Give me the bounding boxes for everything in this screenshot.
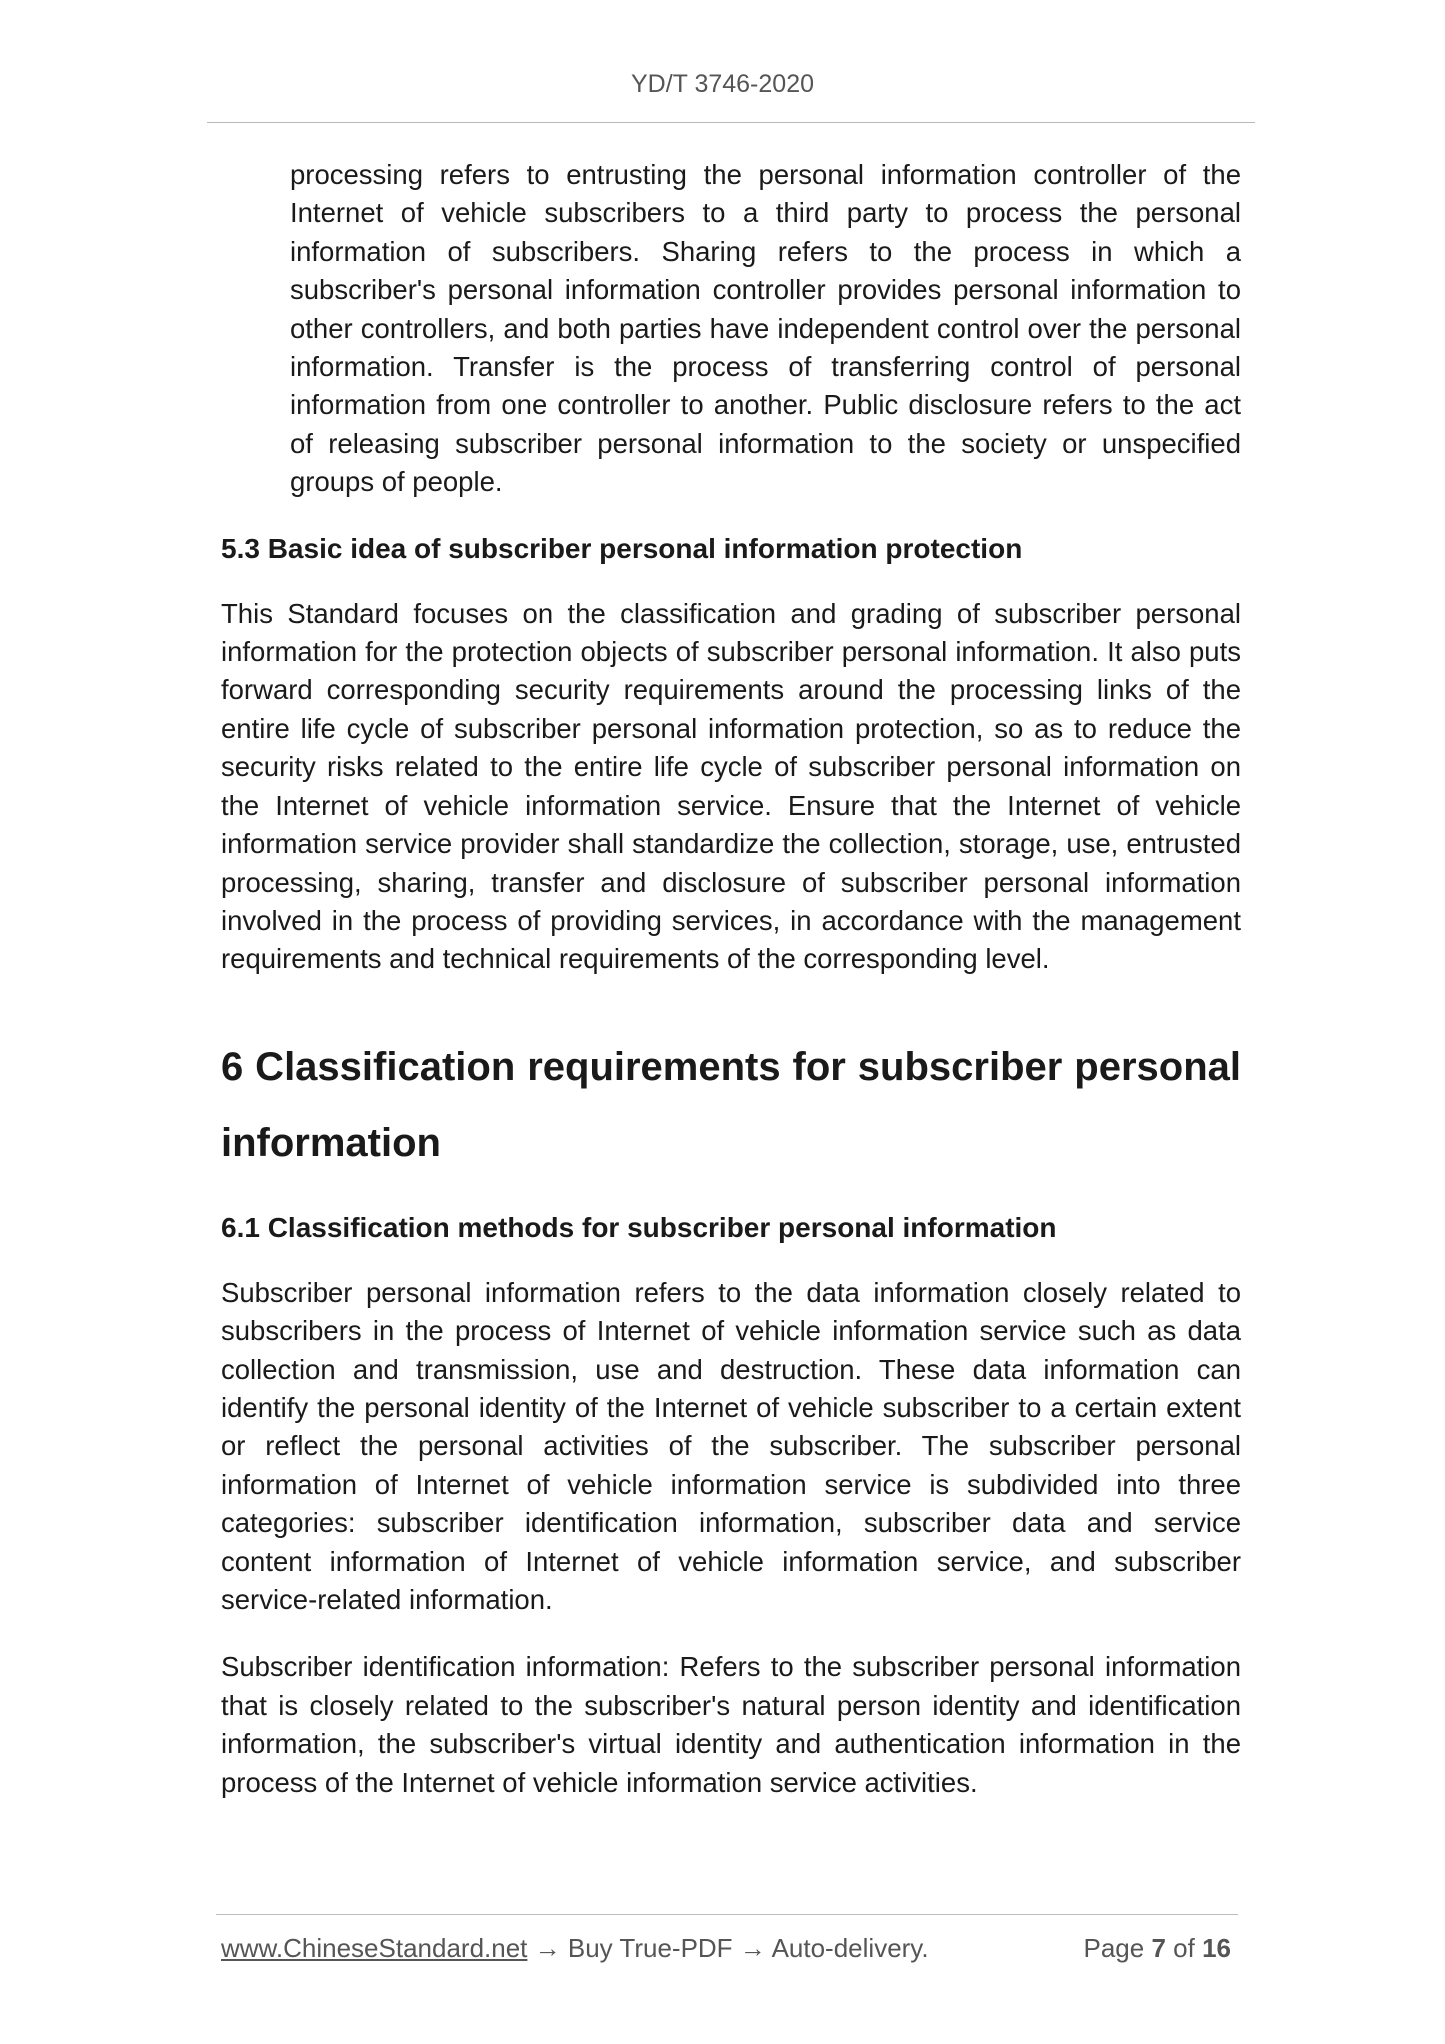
continued-paragraph: processing refers to entrusting the personal information controller of the Internet of vehicle subscribers to a third party to process the personal information of subscribers. Sharing refers to the process in which a subscriber's personal information controller provides personal information to other controllers, and both parties have independent control over the personal information. Transfer is the process of transferring control of personal information from one controller to another. Public disclosure refers to the act of releasing subscriber personal information to the society or unspecified groups of people.: [290, 159, 1241, 498]
chapter-heading-6: 6 Classification requirements for subscriber personal information: [221, 1044, 1241, 1165]
page-footer: [221, 1933, 1231, 1964]
page-indicator: [1083, 1933, 1231, 1964]
header-divider: [207, 122, 1255, 123]
total-pages-number: 16: [1202, 1933, 1231, 1963]
of-label: of: [1173, 1933, 1195, 1963]
section-heading-6-1: 6.1 Classification methods for subscriber personal information: [221, 1211, 1057, 1243]
page-label: Page: [1083, 1933, 1145, 1963]
section-6-1-paragraph-1: Subscriber personal information refers to the data information closely related to subscribers in the process of Internet of vehicle information service such as data collection and transmission, use and destruction. These data information can identify the personal identity of the Internet of vehicle subscriber to a certain extent or reflect the personal activities of the subscriber. The subscriber personal information of Internet of vehicle information service is subdivided into three categories: subscriber identification information, subscriber data and service content information of Internet of vehicle information service, and subscriber service-related information.: [221, 1276, 1241, 1615]
section-heading-5-3: 5.3 Basic idea of subscriber personal information protection: [221, 532, 1023, 564]
section-6-1-paragraph-2: Subscriber identification information: Refers to the subscriber personal information that is closely related to the subscriber's natural person identity and identification information, the subscriber's virtual identity and authentication information in the process of the Internet of vehicle information service activities.: [221, 1651, 1241, 1798]
current-page-number: 7: [1151, 1933, 1166, 1963]
paragraph-spacer: [221, 1619, 1241, 1648]
promo-text: → Buy True-PDF → Auto-delivery.: [527, 1933, 929, 1963]
website-link[interactable]: www.ChineseStandard.net: [221, 1933, 528, 1963]
document-code-header: YD/T 3746-2020: [631, 70, 814, 98]
footer-divider: [216, 1914, 1238, 1915]
section-5-3-paragraph: This Standard focuses on the classification and grading of subscriber personal information for the protection objects of subscriber personal information. It also puts forward corresponding security requirements around the processing links of the entire life cycle of subscriber personal information protection, so as to reduce the security risks related to the entire life cycle of subscriber personal information on the Internet of vehicle information service. Ensure that the Internet of vehicle information service provider shall standardize the collection, storage, use, entrusted processing, sharing, transfer and disclosure of subscriber personal information involved in the process of providing services, in accordance with the management requirements and technical requirements of the corresponding level.: [221, 597, 1241, 975]
page-body: [221, 156, 1241, 1802]
footer-promo: [221, 1933, 929, 1964]
